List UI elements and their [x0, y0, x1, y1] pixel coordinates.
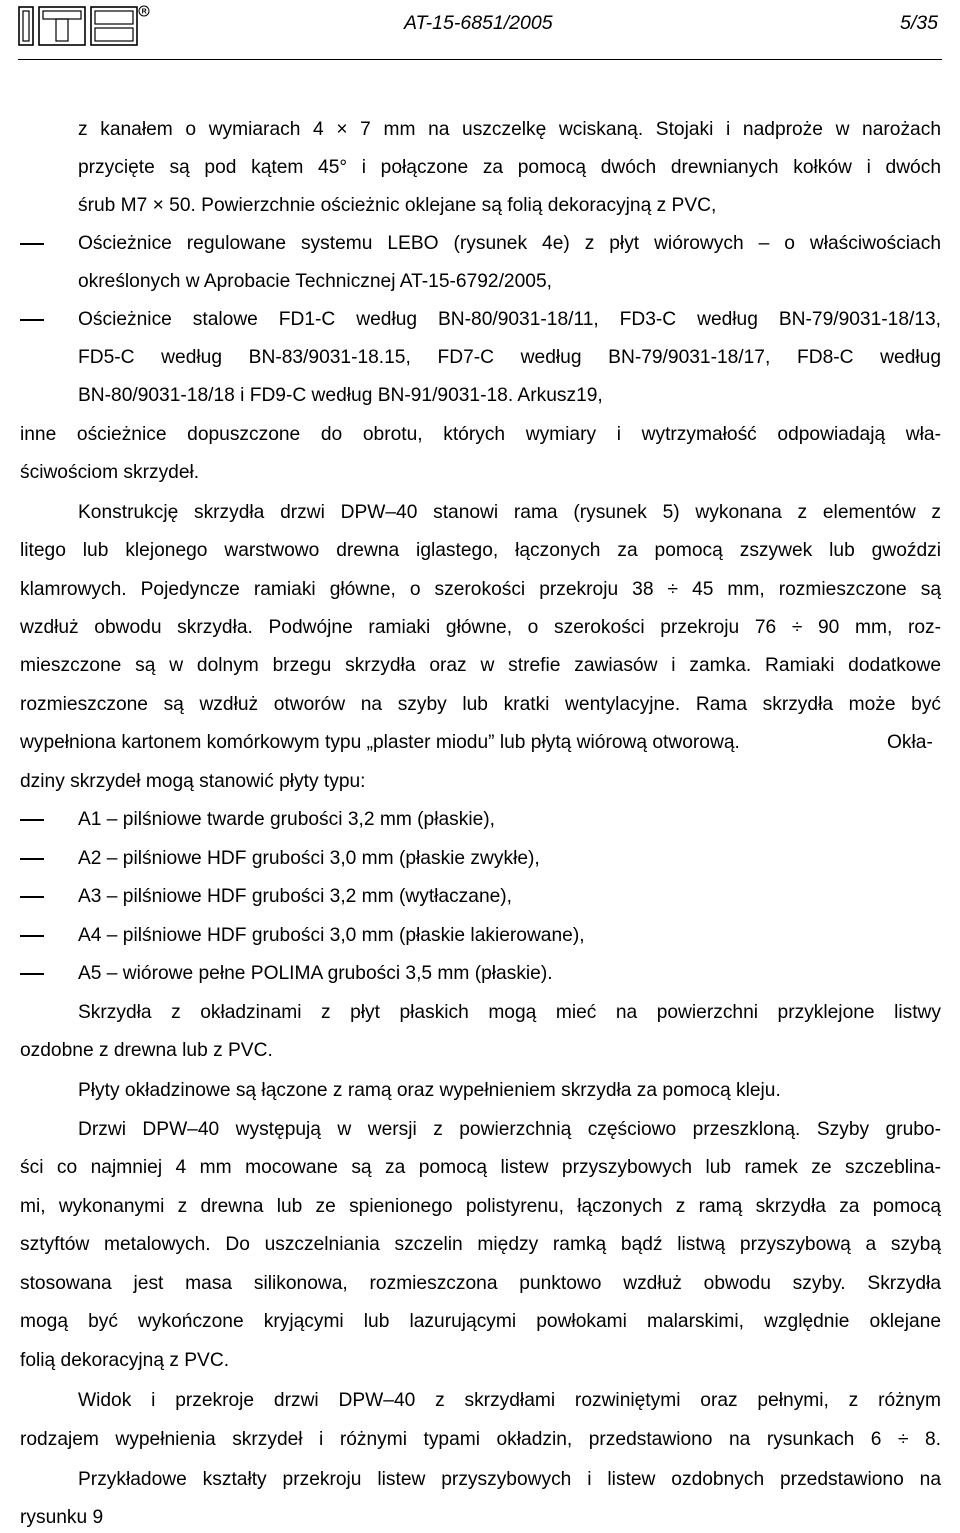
text-line: rysunku 9 [20, 1507, 104, 1528]
text-line: mi, wykonanymi z drewna lub ze spienionego polistyrenu, łączonych z ramą skrzydła za pomocą [20, 1196, 941, 1217]
text-line: ozdobne z drewna lub z PVC. [20, 1040, 273, 1061]
text-line: Widok i przekroje drzwi DPW–40 z skrzydłami rozwiniętymi oraz pełnymi, z różnym [78, 1390, 941, 1411]
list-item: Ościeżnice stalowe FD1-C według BN-80/9031-18/11, FD3-C według BN-79/9031-18/13, [0, 305, 960, 335]
text-line: Przykładowe kształty przekroju listew przyszybowych i listew ozdobnych przedstawiono na [78, 1469, 941, 1490]
text-line: dziny skrzydeł mogą stanowić płyty typu: [20, 771, 366, 792]
dash-bullet [20, 896, 44, 898]
list-item: A2 – pilśniowe HDF grubości 3,0 mm (płaskie zwykłe), [0, 844, 960, 874]
text-line: określonych w Aprobacie Technicznej AT-15-6792/2005, [78, 271, 552, 292]
text-line: BN-80/9031-18/18 i FD9-C według BN-91/9031-18. Arkusz19, [78, 385, 603, 406]
itb-logo [18, 4, 150, 48]
text-line: folią dekoracyjną z PVC. [20, 1350, 230, 1371]
text-line: wypełniona kartonem komórkowym typu „plaster miodu” lub płytą wiórową otworową. Okła- [20, 732, 933, 753]
text-line: Konstrukcję skrzydła drzwi DPW–40 stanowi rama (rysunek 5) wykonana z elementów z [78, 502, 941, 523]
list-item: A4 – pilśniowe HDF grubości 3,0 mm (płaskie lakierowane), [0, 921, 960, 951]
header-rule [18, 59, 942, 60]
text-line: wzdłuż obwodu skrzydła. Podwójne ramiaki główne, o szerokości przekroju 76 ÷ 90 mm, roz- [20, 617, 941, 638]
list-item: Ościeżnice regulowane systemu LEBO (rysunek 4e) z płyt wiórowych – o właściwościach [0, 229, 960, 259]
list-item: A5 – wiórowe pełne POLIMA grubości 3,5 mm (płaskie). [0, 959, 960, 989]
svg-text:R: R [141, 8, 147, 16]
text-line: mieszczone są w dolnym brzegu skrzydła oraz w strefie zawiasów i zamka. Ramiaki dodatkowe [20, 655, 941, 676]
text-line: FD5-C według BN-83/9031-18.15, FD7-C według BN-79/9031-18/17, FD8-C według [78, 347, 941, 368]
dash-bullet [20, 935, 44, 937]
text-line: Skrzydła z okładzinami z płyt płaskich mogą mieć na powierzchni przyklejone listwy [78, 1002, 941, 1023]
text-line: litego lub klejonego warstwowo drewna iglastego, łączonych za pomocą zszywek lub gwoździ [20, 540, 941, 561]
dash-bullet [20, 973, 44, 975]
text-line: Płyty okładzinowe są łączone z ramą oraz wypełnieniem skrzydła za pomocą kleju. [78, 1080, 781, 1101]
dash-bullet [20, 319, 44, 321]
text-line: przycięte są pod kątem 45° i połączone za pomocą dwóch drewnianych kołków i dwóch [78, 157, 941, 178]
text-line: ści co najmniej 4 mm mocowane są za pomocą listew przyszybowych lub ramek ze szczeblina- [20, 1157, 941, 1178]
text-line: klamrowych. Pojedyncze ramiaki główne, o szerokości przekroju 38 ÷ 45 mm, rozmieszczone są [20, 579, 941, 600]
text-line: inne ościeżnice dopuszczone do obrotu, których wymiary i wytrzymałość odpowiadają wła- [20, 424, 941, 445]
text-line: stosowana jest masa silikonowa, rozmieszczona punktowo wzdłuż obwodu szyby. Skrzydła [20, 1273, 941, 1294]
list-item: A1 – pilśniowe twarde grubości 3,2 mm (płaskie), [0, 805, 960, 835]
dash-bullet [20, 858, 44, 860]
document-number: AT-15-6851/2005 [404, 12, 553, 34]
dash-bullet [20, 819, 44, 821]
text-line: z kanałem o wymiarach 4 × 7 mm na uszczelkę wciskaną. Stojaki i nadproże w narożach [78, 119, 941, 140]
text-line: ściwościom skrzydeł. [20, 462, 200, 483]
text-line: sztyftów metalowych. Do uszczelniania szczelin między ramką bądź listwą przyszybową a szybą [20, 1234, 941, 1255]
page-number: 5/35 [900, 12, 938, 34]
text-line: Drzwi DPW–40 występują w wersji z powierzchnią częściowo przeszkloną. Szyby grubo- [78, 1119, 941, 1140]
list-item: A3 – pilśniowe HDF grubości 3,2 mm (wytłaczane), [0, 882, 960, 912]
text-line: rozmieszczone są wzdłuż otworów na szyby lub kratki wentylacyjne. Rama skrzydła może być [20, 694, 941, 715]
text-line: rodzajem wypełnienia skrzydeł i różnymi typami okładzin, przedstawiono na rysunkach 6 ÷ 8. [20, 1429, 941, 1450]
text-line: śrub M7 × 50. Powierzchnie ościeżnic oklejane są folią dekoracyjną z PVC, [78, 195, 717, 216]
dash-bullet [20, 243, 44, 245]
text-line: mogą być wykończone kryjącymi lub lazurującymi powłokami malarskimi, względnie oklejane [20, 1311, 941, 1332]
